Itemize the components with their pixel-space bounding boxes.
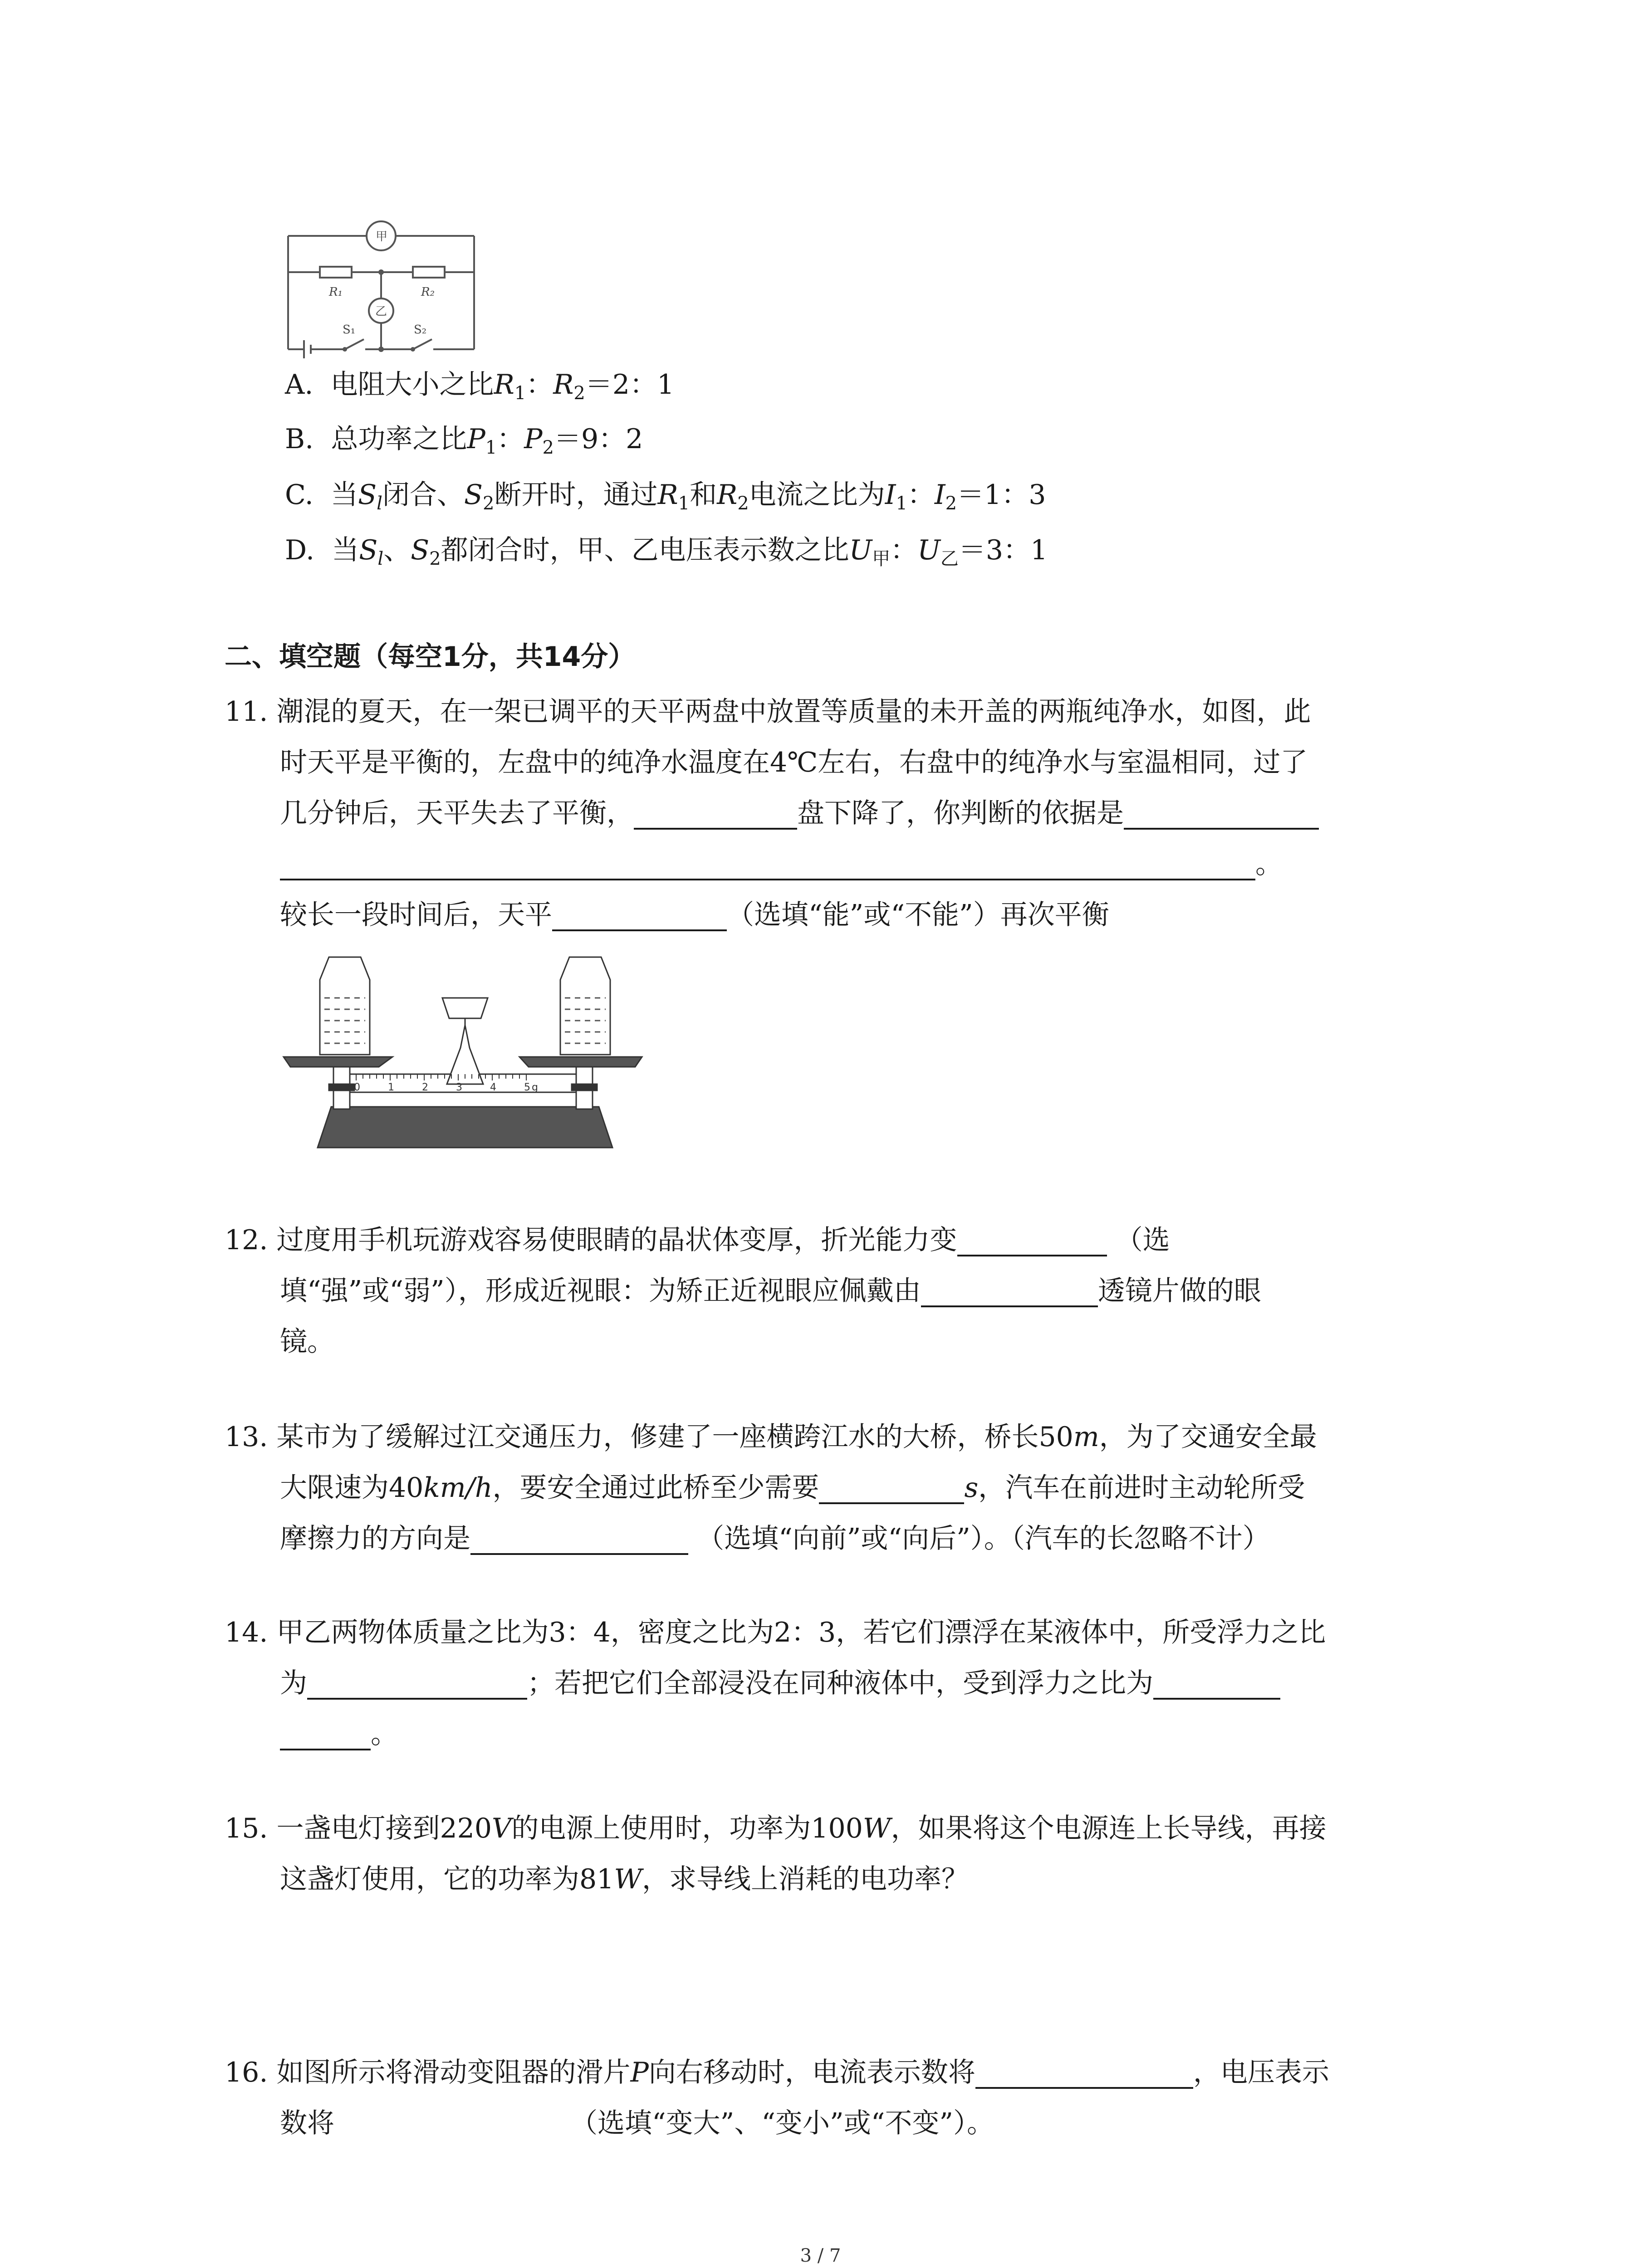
s2-label: S₂ xyxy=(414,323,427,337)
scale-unit: g xyxy=(532,1082,538,1093)
q11-blank-2a[interactable] xyxy=(1124,804,1319,830)
q11-line3: 几分钟后，天平失去了平衡， 盘下降了，你判断的依据是 xyxy=(280,797,1319,830)
q11-number: 11. xyxy=(225,696,268,728)
q10-option-a: A. 电阻大小之比$R_1$：$R_2=2$：1 xyxy=(285,369,675,404)
q12-blank-1[interactable] xyxy=(957,1231,1107,1256)
q11-line5: 较长一段时间后，天平 （选填“能”或“不能”）再次平衡 xyxy=(280,899,1109,931)
q16-line1: 16. 如图所示将滑动变阻器的滑片P向右移动时，电流表示数将 ，电压表示 xyxy=(225,2057,1329,2088)
q14-line1: 14. 甲乙两物体质量之比为3：4，密度之比为2：3，若它们漂浮在某液体中，所受浮力之比 xyxy=(225,1617,1326,1648)
q15-line2: 这盏灯使用，它的功率为81W，求导线上消耗的电功率？ xyxy=(280,1863,969,1895)
scale-mark-4: 4 xyxy=(490,1082,496,1093)
q14-line3: 。 xyxy=(280,1718,398,1750)
q13-blank-1[interactable] xyxy=(819,1479,964,1504)
circuit-diagram xyxy=(286,218,476,367)
meter-jia-label: 甲 xyxy=(376,230,388,244)
scale-mark-5: 5 xyxy=(524,1082,530,1093)
q15-number: 15. xyxy=(225,1813,268,1844)
q10-option-d: D. 当$S_l$、$S_2$都闭合时，甲、乙电压表示数之比$U_甲$：$U_乙=3$：1 xyxy=(285,534,1048,569)
scale-mark-1: 1 xyxy=(388,1082,394,1093)
balance-diagram xyxy=(281,934,653,1152)
q12-blank-2[interactable] xyxy=(921,1282,1098,1307)
r1-label: R₁ xyxy=(329,285,343,299)
scale-mark-2: 2 xyxy=(422,1082,428,1093)
q13-line3: 摩擦力的方向是 （选填“向前”或“向后”）。（汽车的长忽略不计） xyxy=(280,1523,1270,1554)
q11-line2: 时天平是平衡的，左盘中的纯净水温度在4℃左右，右盘中的纯净水与室温相同，过了 xyxy=(280,747,1308,778)
q14-number: 14. xyxy=(225,1617,268,1648)
q13-number: 13. xyxy=(225,1421,268,1453)
q11-line1: 11. 潮混的夏天，在一架已调平的天平两盘中放置等质量的未开盖的两瓶纯净水，如图，此 xyxy=(225,696,1311,728)
q10-option-c: C. 当$S_l$闭合、$S_2$断开时，通过$R_1$和$R_2$电流之比为$I_1$：$I_2=1$：3 xyxy=(285,479,1046,514)
scale-mark-3: 3 xyxy=(456,1082,462,1093)
q13-blank-2[interactable] xyxy=(470,1530,688,1555)
q11-blank-1[interactable] xyxy=(634,804,797,830)
q14-blank-2a[interactable] xyxy=(1153,1674,1280,1700)
q14-blank-1[interactable] xyxy=(307,1674,527,1700)
q14-blank-2b[interactable] xyxy=(280,1725,371,1750)
q11-blank-2b[interactable] xyxy=(280,855,1255,880)
q12-line2: 填“强”或“弱”），形成近视眼：为矫正近视眼应佩戴由 透镜片做的眼 xyxy=(280,1275,1261,1307)
q14-line2: 为 ；若把它们全部浸没在同种液体中，受到浮力之比为 xyxy=(280,1667,1280,1700)
q15-line1: 15. 一盏电灯接到220V的电源上使用时，功率为100W，如果将这个电源连上长导线，再接 xyxy=(225,1813,1327,1844)
q11-line4: 。 xyxy=(280,848,1283,880)
page-number: 3 / 7 xyxy=(800,2245,841,2266)
q16-number: 16. xyxy=(225,2057,268,2088)
s1-label: S₁ xyxy=(343,323,356,337)
q10-option-b: B. 总功率之比$P_1$：$P_2=9$：2 xyxy=(285,423,643,458)
q13-line2: 大限速为40km/h，要安全通过此桥至少需要 s，汽车在前进时主动轮所受 xyxy=(280,1472,1305,1504)
q13-line1: 13. 某市为了缓解过江交通压力，修建了一座横跨江水的大桥，桥长50m，为了交通安全最 xyxy=(225,1421,1317,1453)
r2-label: R₂ xyxy=(421,285,435,299)
q16-blank-1[interactable] xyxy=(975,2063,1193,2089)
q12-number: 12. xyxy=(225,1224,268,1256)
q12-line1: 12. 过度用手机玩游戏容易使眼睛的晶状体变厚，折光能力变 （选 xyxy=(225,1224,1170,1256)
meter-yi-label: 乙 xyxy=(375,305,387,318)
q11-blank-3[interactable] xyxy=(552,906,727,931)
scale-mark-0: 0 xyxy=(354,1082,360,1093)
q12-line3: 镜。 xyxy=(280,1326,334,1358)
section-title: 二、填空题（每空1分，共14分） xyxy=(225,641,636,673)
q16-line2: 数将 （选填“变大”、“变小”或“不变”）。 xyxy=(280,2107,994,2139)
